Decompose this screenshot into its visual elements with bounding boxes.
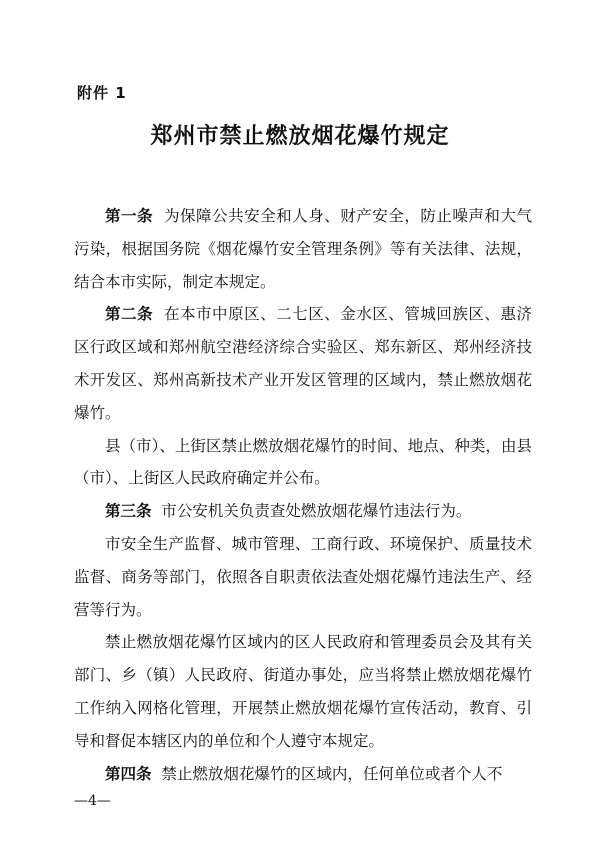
paragraph-1	[74, 200, 532, 298]
article-heading: 第四条	[105, 764, 152, 783]
paragraph-2	[74, 298, 532, 429]
paragraph-6	[74, 626, 532, 757]
paragraph-4	[74, 495, 532, 528]
paragraph-text: 禁止燃放烟花爆竹区域内的区人民政府和管理委员会及其有关部门、乡（镇）人民政府、街道办事处，应当将禁止燃放烟花爆竹工作纳入网格化管理，开展禁止燃放烟花爆竹宣传活动，教育、引导和督促本辖区内的单位和个人遵守本规定。	[74, 633, 532, 750]
paragraph-text: 县（市）、上街区禁止燃放烟花爆竹的时间、地点、种类，由县（市）、上街区人民政府确定并公布。	[74, 436, 532, 488]
page-number: —4—	[74, 793, 111, 809]
paragraph-text: 为保障公共安全和人身、财产安全，防止噪声和大气污染，根据国务院《烟花爆竹安全管理条例》等有关法律、法规，结合本市实际，制定本规定。	[74, 207, 532, 291]
document-title: 郑州市禁止燃放烟花爆竹规定	[150, 123, 450, 149]
paragraph-text: 市安全生产监督、城市管理、工商行政、环境保护、质量技术监督、商务等部门，依照各自职责依法查处烟花爆竹违法生产、经营等行为。	[74, 534, 532, 619]
article-heading: 第一条	[105, 207, 154, 225]
paragraph-3	[74, 430, 532, 496]
paragraph-7	[74, 758, 532, 791]
article-heading: 第三条	[105, 502, 152, 521]
document-body	[74, 200, 532, 790]
paragraph-text: 市公安机关负责查处燃放烟花爆竹违法行为。	[161, 502, 472, 521]
paragraph-5	[74, 528, 532, 626]
article-heading: 第二条	[105, 305, 154, 324]
attachment-label: 附件 1	[77, 84, 127, 102]
paragraph-text: 在本市中原区、二七区、金水区、管城回族区、惠济区行政区域和郑州航空港经济综合实验区、郑东新区、郑州经济技术开发区、郑州高新技术产业开发区管理的区域内，禁止燃放烟花爆竹。	[74, 305, 532, 422]
paragraph-text: 禁止燃放烟花爆竹的区域内，任何单位或者个人不	[161, 764, 503, 783]
